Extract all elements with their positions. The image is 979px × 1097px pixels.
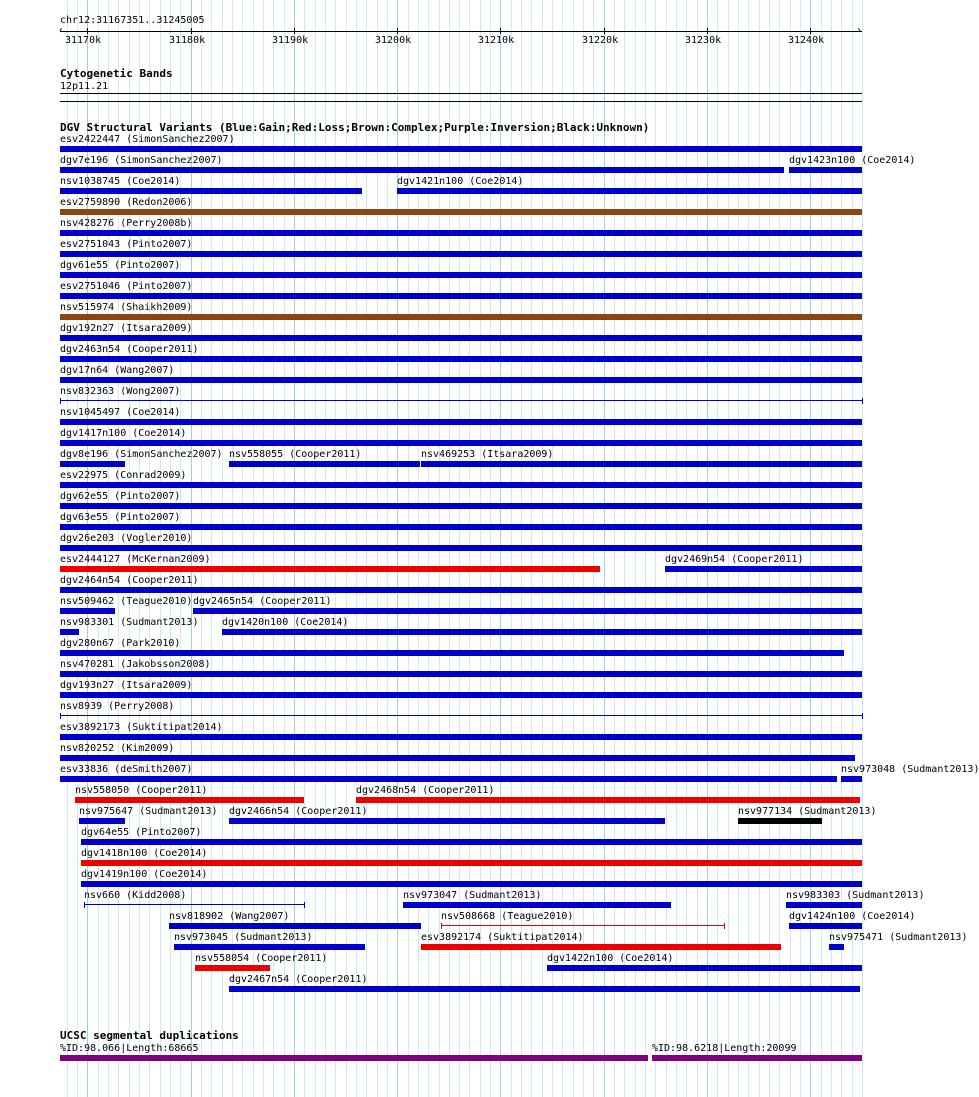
feature-bar[interactable] (441, 925, 724, 926)
feature-label: dgv192n27 (Itsara2009) (60, 323, 193, 334)
feature-bar[interactable] (60, 272, 862, 278)
feature-bar[interactable] (60, 755, 855, 761)
feature-bar[interactable] (665, 566, 862, 572)
feature-bar[interactable] (403, 902, 671, 908)
feature-label: dgv8e196 (SimonSanchez2007) (60, 449, 223, 460)
feature-label: dgv1423n100 (Coe2014) (789, 155, 916, 166)
feature-bar[interactable] (60, 419, 862, 425)
ruler-tick (500, 28, 501, 34)
feature-end-cap (60, 713, 61, 719)
feature-bar[interactable] (81, 881, 862, 887)
feature-end-cap (862, 398, 863, 404)
feature-bar[interactable] (60, 629, 79, 635)
feature-label: esv2422447 (SimonSanchez2007) (60, 134, 235, 145)
feature-bar[interactable] (81, 860, 862, 866)
feature-bar[interactable] (789, 167, 862, 173)
feature-bar[interactable] (789, 923, 862, 929)
feature-bar[interactable] (60, 671, 862, 677)
feature-label: nsv983303 (Sudmant2013) (786, 890, 925, 901)
feature-label: esv33836 (deSmith2007) (60, 764, 193, 775)
feature-label: dgv62e55 (Pinto2007) (60, 491, 181, 502)
feature-bar[interactable] (79, 818, 125, 824)
ruler-tick-label: 31180k (169, 35, 206, 46)
feature-bar[interactable] (60, 356, 862, 362)
feature-label: nsv469253 (Itsara2009) (421, 449, 554, 460)
cytoband-label: 12p11.21 (60, 81, 109, 92)
feature-label: nsv515974 (Shaikh2009) (60, 302, 193, 313)
feature-bar[interactable] (60, 734, 862, 740)
feature-bar[interactable] (81, 839, 862, 845)
feature-bar[interactable] (60, 440, 862, 446)
feature-bar[interactable] (229, 818, 665, 824)
feature-label: nsv1045497 (Coe2014) (60, 407, 181, 418)
feature-bar[interactable] (60, 566, 600, 572)
feature-label: nsv558054 (Cooper2011) (195, 953, 328, 964)
ruler-tick (87, 28, 88, 34)
ruler-tick-label: 31220k (582, 35, 619, 46)
feature-bar[interactable] (195, 965, 270, 971)
feature-label: dgv2463n54 (Cooper2011) (60, 344, 199, 355)
ruler-tick (604, 28, 605, 34)
feature-label: dgv193n27 (Itsara2009) (60, 680, 193, 691)
feature-label: dgv2465n54 (Cooper2011) (193, 596, 332, 607)
feature-bar[interactable] (229, 986, 860, 992)
ruler-tick (397, 28, 398, 34)
ruler-tick (707, 28, 708, 34)
feature-bar[interactable] (786, 902, 862, 908)
feature-label: esv2444127 (McKernan2009) (60, 554, 211, 565)
feature-end-cap (84, 902, 85, 908)
feature-bar[interactable] (60, 230, 862, 236)
feature-bar[interactable] (60, 293, 862, 299)
feature-bar[interactable] (397, 188, 862, 194)
feature-bar[interactable] (60, 650, 844, 656)
feature-end-cap (441, 923, 442, 929)
ruler-tick-label: 31210k (478, 35, 515, 46)
feature-label: dgv1421n100 (Coe2014) (397, 176, 524, 187)
scroll-right-icon[interactable]: › (856, 25, 863, 36)
feature-bar[interactable] (547, 965, 862, 971)
feature-bar[interactable] (60, 503, 862, 509)
feature-label: esv2759890 (Redon2006) (60, 197, 193, 208)
feature-end-cap (724, 923, 725, 929)
feature-label: dgv1424n100 (Coe2014) (789, 911, 916, 922)
feature-bar[interactable] (60, 209, 862, 215)
segdup-bar[interactable] (60, 1055, 648, 1061)
feature-label: dgv7e196 (SimonSanchez2007) (60, 155, 223, 166)
feature-label: esv3892173 (Suktitipat2014) (60, 722, 223, 733)
feature-bar[interactable] (84, 904, 304, 905)
segdup-label: %ID:98.6218|Length:20099 (652, 1043, 797, 1054)
feature-bar[interactable] (222, 629, 862, 635)
feature-bar[interactable] (174, 944, 365, 950)
feature-label: dgv2464n54 (Cooper2011) (60, 575, 199, 586)
ruler-tick (810, 28, 811, 34)
feature-label: nsv558050 (Cooper2011) (75, 785, 208, 796)
feature-end-cap (304, 902, 305, 908)
feature-bar[interactable] (60, 461, 125, 467)
feature-label: nsv470281 (Jakobsson2008) (60, 659, 211, 670)
feature-bar[interactable] (60, 314, 862, 320)
feature-label: nsv977134 (Sudmant2013) (738, 806, 877, 817)
feature-bar[interactable] (60, 400, 862, 401)
feature-bar[interactable] (60, 377, 862, 383)
feature-label: dgv2468n54 (Cooper2011) (356, 785, 495, 796)
ruler-tick-label: 31230k (685, 35, 722, 46)
feature-bar[interactable] (60, 251, 862, 257)
region-label: chr12:31167351..31245005 (60, 15, 205, 26)
feature-label: esv3892174 (Suktitipat2014) (421, 932, 584, 943)
feature-end-cap (60, 398, 61, 404)
feature-bar[interactable] (75, 797, 304, 803)
feature-label: dgv1419n100 (Coe2014) (81, 869, 208, 880)
track-title-dgv: DGV Structural Variants (Blue:Gain;Red:Loss;Brown:Complex;Purple:Inversion;Black:Unknown) (60, 121, 650, 134)
feature-bar[interactable] (421, 944, 781, 950)
ruler-axis (60, 31, 862, 32)
segdup-bar[interactable] (652, 1055, 862, 1061)
feature-label: nsv975647 (Sudmant2013) (79, 806, 218, 817)
scroll-left-icon[interactable]: ‹ (58, 25, 65, 36)
feature-label: esv2751046 (Pinto2007) (60, 281, 193, 292)
feature-label: dgv1418n100 (Coe2014) (81, 848, 208, 859)
feature-end-cap (862, 713, 863, 719)
ruler-tick-label: 31200k (375, 35, 412, 46)
feature-label: nsv509462 (Teague2010) (60, 596, 193, 607)
feature-bar[interactable] (169, 923, 421, 929)
feature-label: nsv973047 (Sudmant2013) (403, 890, 542, 901)
track-title-cytoband: Cytogenetic Bands (60, 67, 173, 80)
feature-bar[interactable] (60, 608, 115, 614)
feature-label: dgv1422n100 (Coe2014) (547, 953, 674, 964)
feature-label: nsv660 (Kidd2008) (84, 890, 187, 901)
ruler-tick-label: 31190k (272, 35, 309, 46)
feature-label: nsv1038745 (Coe2014) (60, 176, 181, 187)
ruler-tick-label: 31240k (788, 35, 825, 46)
feature-label: nsv428276 (Perry2008b) (60, 218, 193, 229)
feature-label: dgv2466n54 (Cooper2011) (229, 806, 368, 817)
feature-bar[interactable] (60, 188, 362, 194)
feature-bar[interactable] (60, 715, 862, 716)
feature-bar[interactable] (60, 545, 862, 551)
feature-label: nsv975471 (Sudmant2013) (829, 932, 968, 943)
feature-bar[interactable] (421, 461, 862, 467)
feature-label: dgv2469n54 (Cooper2011) (665, 554, 804, 565)
feature-bar[interactable] (229, 461, 420, 467)
feature-label: dgv63e55 (Pinto2007) (60, 512, 181, 523)
feature-label: esv2751043 (Pinto2007) (60, 239, 193, 250)
feature-bar[interactable] (60, 335, 862, 341)
feature-label: nsv508668 (Teague2010) (441, 911, 574, 922)
ruler-tick-label: 31170k (65, 35, 102, 46)
ruler-tick (191, 28, 192, 34)
feature-bar[interactable] (60, 524, 862, 530)
feature-bar[interactable] (841, 776, 862, 782)
feature-bar[interactable] (829, 944, 844, 950)
feature-label: nsv973045 (Sudmant2013) (174, 932, 313, 943)
cytoband-line-top (60, 93, 862, 94)
feature-bar[interactable] (60, 482, 862, 488)
feature-label: dgv26e203 (Vogler2010) (60, 533, 193, 544)
ruler-tick (294, 28, 295, 34)
feature-label: nsv832363 (Wong2007) (60, 386, 181, 397)
feature-label: dgv61e55 (Pinto2007) (60, 260, 181, 271)
feature-label: nsv558055 (Cooper2011) (229, 449, 362, 460)
feature-bar[interactable] (60, 587, 862, 593)
feature-bar[interactable] (193, 608, 862, 614)
feature-label: dgv1417n100 (Coe2014) (60, 428, 187, 439)
segdup-label: %ID:98.066|Length:68665 (60, 1043, 199, 1054)
feature-label: nsv973048 (Sudmant2013) (841, 764, 979, 775)
feature-label: nsv820252 (Kim2009) (60, 743, 175, 754)
track-title-segdup: UCSC segmental duplications (60, 1029, 239, 1042)
feature-label: dgv1420n100 (Coe2014) (222, 617, 349, 628)
cytoband-line-bottom (60, 101, 862, 102)
feature-label: esv22975 (Conrad2009) (60, 470, 187, 481)
feature-label: dgv2467n54 (Cooper2011) (229, 974, 368, 985)
feature-label: nsv983301 (Sudmant2013) (60, 617, 199, 628)
feature-label: nsv818902 (Wang2007) (169, 911, 290, 922)
feature-label: dgv280n67 (Park2010) (60, 638, 181, 649)
feature-bar[interactable] (60, 146, 862, 152)
feature-label: nsv8939 (Perry2008) (60, 701, 175, 712)
feature-bar[interactable] (356, 797, 860, 803)
feature-bar[interactable] (60, 692, 862, 698)
feature-label: dgv64e55 (Pinto2007) (81, 827, 202, 838)
feature-bar[interactable] (738, 818, 822, 824)
feature-bar[interactable] (60, 776, 837, 782)
feature-bar[interactable] (60, 167, 784, 173)
feature-label: dgv17n64 (Wang2007) (60, 365, 175, 376)
